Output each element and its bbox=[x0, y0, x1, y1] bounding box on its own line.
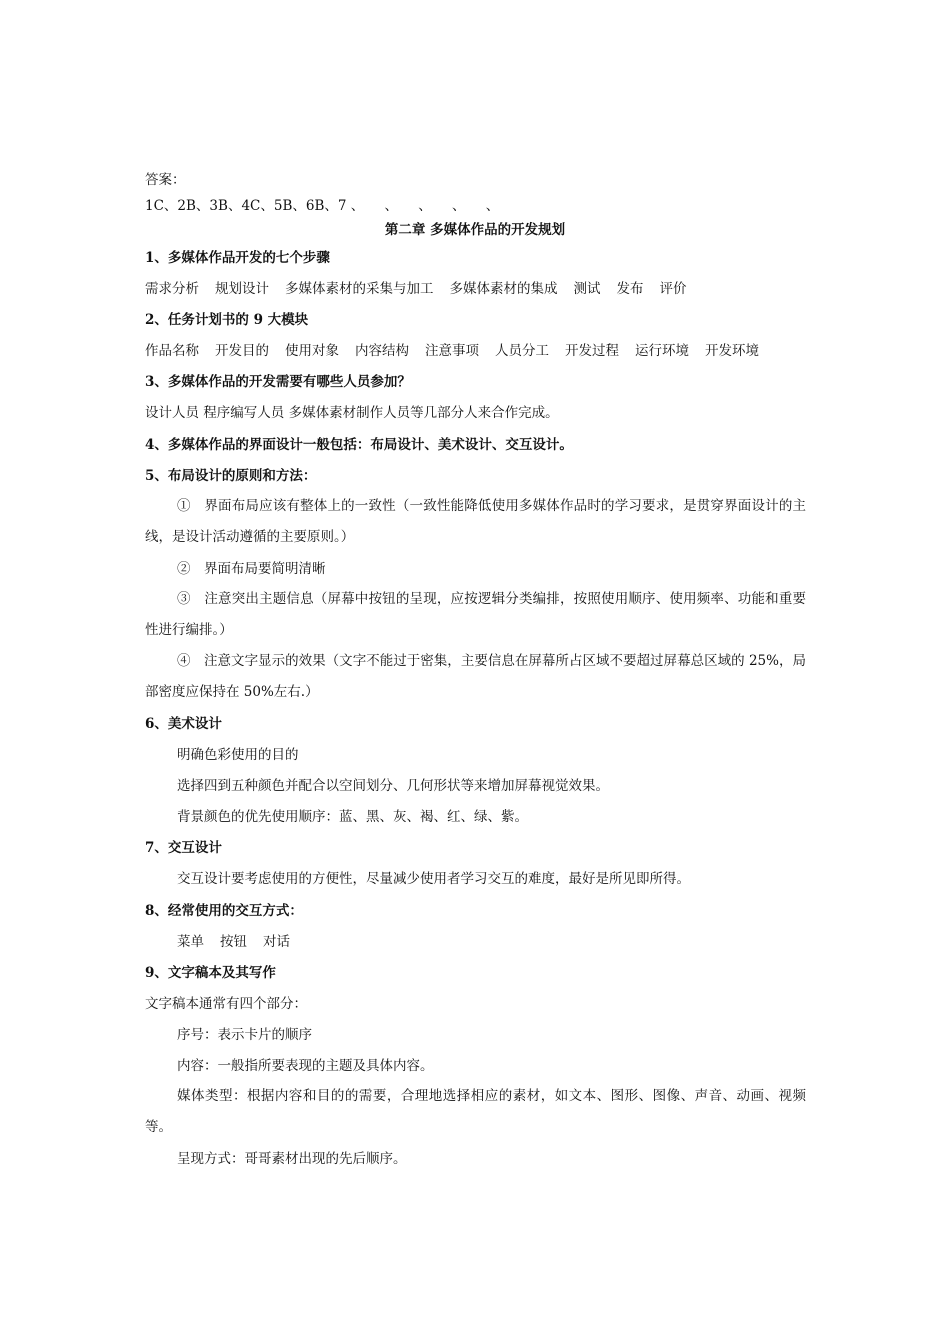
list-item: 按钮 bbox=[220, 934, 247, 950]
list-item: 开发环境 bbox=[705, 343, 759, 359]
section-8-items bbox=[177, 933, 306, 951]
list-item: 菜单 bbox=[177, 934, 204, 950]
section-8-heading: 8、经常使用的交互方式： bbox=[145, 903, 303, 919]
section-9-line-4: 呈现方式：哥哥素材出现的先后顺序。 bbox=[177, 1151, 407, 1167]
list-item: 使用对象 bbox=[285, 343, 339, 359]
list-item: 内容结构 bbox=[355, 343, 409, 359]
list-item: 开发目的 bbox=[215, 343, 269, 359]
list-item: 需求分析 bbox=[145, 281, 199, 297]
section-6-line-1: 明确色彩使用的目的 bbox=[177, 747, 299, 763]
section-6-line-3: 背景颜色的优先使用顺序：蓝、黑、灰、褐、红、绿、紫。 bbox=[177, 809, 528, 825]
chapter-title: 第二章 多媒体作品的开发规划 bbox=[384, 222, 566, 238]
section-5-heading: 5、布局设计的原则和方法： bbox=[145, 468, 317, 484]
section-9-line-3: 媒体类型：根据内容和目的的需要，合理地选择相应的素材，如文本、图形、图像、声音、动画、视频等。 bbox=[145, 1088, 806, 1135]
list-item: 运行环境 bbox=[635, 343, 689, 359]
section-9-heading: 9、文字稿本及其写作 bbox=[145, 965, 276, 981]
answers-line: 1C、2B、3B、4C、5B、6B、7 、 、 、 、 、 bbox=[145, 198, 500, 214]
list-item: 多媒体素材的采集与加工 bbox=[285, 281, 434, 297]
section-4-heading: 4、多媒体作品的界面设计一般包括：布局设计、美术设计、交互设计。 bbox=[145, 437, 573, 453]
list-item: 多媒体素材的集成 bbox=[449, 281, 558, 297]
section-6-heading: 6、美术设计 bbox=[145, 716, 222, 732]
section-6-line-2: 选择四到五种颜色并配合以空间划分、几何形状等来增加屏幕视觉效果。 bbox=[177, 778, 609, 794]
list-item: 测试 bbox=[573, 281, 601, 297]
section-2-heading: 2、任务计划书的 9 大模块 bbox=[145, 312, 309, 328]
list-item: 发布 bbox=[616, 281, 644, 297]
section-3-answer: 设计人员 程序编写人员 多媒体素材制作人员等几部分人来合作完成。 bbox=[145, 405, 559, 421]
list-item: 对话 bbox=[263, 934, 290, 950]
section-5-point-2: ② 界面布局要简明清晰 bbox=[177, 561, 326, 577]
answers-label: 答案： bbox=[145, 172, 186, 188]
section-9-line-1: 序号：表示卡片的顺序 bbox=[177, 1027, 312, 1043]
section-5-point-4: ④ 注意文字显示的效果（文字不能过于密集，主要信息在屏幕所占区域不要超过屏幕总区域的 25%，局部密度应保持在 50%左右.） bbox=[145, 653, 806, 700]
section-5-point-1: ① 界面布局应该有整体上的一致性（一致性能降低使用多媒体作品时的学习要求，是贯穿界面设计的主线，是设计活动遵循的主要原则。） bbox=[145, 498, 806, 545]
section-7-line-1: 交互设计要考虑使用的方便性，尽量减少使用者学习交互的难度，最好是所见即所得。 bbox=[177, 871, 690, 887]
list-item: 注意事项 bbox=[425, 343, 479, 359]
list-item: 人员分工 bbox=[495, 343, 549, 359]
section-1-heading: 1、多媒体作品开发的七个步骤 bbox=[145, 250, 330, 266]
section-5-point-3: ③ 注意突出主题信息（屏幕中按钮的呈现，应按逻辑分类编排，按照使用顺序、使用频率、功能和重要性进行编排。） bbox=[145, 591, 806, 638]
list-item: 开发过程 bbox=[565, 343, 619, 359]
list-item: 评价 bbox=[659, 281, 687, 297]
list-item: 作品名称 bbox=[145, 343, 199, 359]
section-9-line-2: 内容：一般指所要表现的主题及具体内容。 bbox=[177, 1058, 434, 1074]
list-item: 规划设计 bbox=[215, 281, 269, 297]
section-2-items bbox=[145, 342, 775, 360]
section-7-heading: 7、交互设计 bbox=[145, 840, 222, 856]
section-3-heading: 3、多媒体作品的开发需要有哪些人员参加？ bbox=[145, 374, 411, 390]
section-9-intro: 文字稿本通常有四个部分： bbox=[145, 996, 307, 1012]
section-1-items bbox=[145, 280, 703, 298]
